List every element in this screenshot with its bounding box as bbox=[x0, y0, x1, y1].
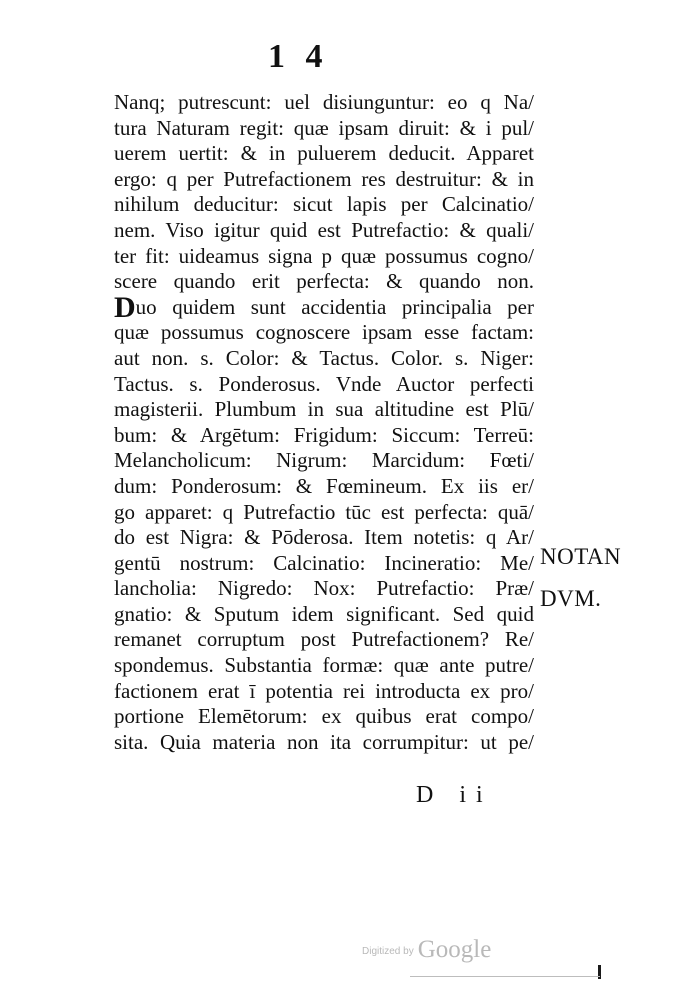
text-line: lancholia: Nigredo: Nox: Putrefactio: Præ/ bbox=[114, 576, 534, 601]
margin-note-line: NOTAN bbox=[540, 544, 622, 569]
text-line: Tactus. s. Ponderosus. Vnde Auctor perfecti bbox=[114, 371, 534, 396]
text-line: tura Naturam regit: quæ ipsam diruit: & i pul/ bbox=[114, 115, 534, 140]
text-line: factionem erat ī potentia rei introducta ex pro/ bbox=[114, 678, 534, 703]
text-line: portione Elemētorum: ex quibus erat compo/ bbox=[114, 704, 534, 729]
margin-note-line: DVM. bbox=[540, 586, 602, 611]
initial-letter: D bbox=[114, 290, 136, 324]
text-line: bum: & Argētum: Frigidum: Siccum: Terreū: bbox=[114, 422, 534, 447]
text-line: go apparet: q Putrefactio tūc est perfecta: quā/ bbox=[114, 499, 534, 524]
initial-line-text: uo quidem sunt accidentia principalia per bbox=[135, 294, 534, 319]
text-line: ter fit: uideamus signa p quæ possumus cogno/ bbox=[114, 243, 534, 268]
watermark-logo: Google bbox=[417, 936, 492, 963]
text-line: Melancholicum: Nigrum: Marcidum: Fœti/ bbox=[114, 448, 534, 473]
body-text bbox=[114, 90, 534, 755]
text-line: ergo: q per Putrefactionem res destruitur: & in bbox=[114, 166, 534, 191]
text-line: quæ possumus cognoscere ipsam esse factam: bbox=[114, 320, 534, 345]
text-line: nem. Viso igitur quid est Putrefactio: & quali/ bbox=[114, 217, 534, 242]
text-line: sita. Quia materia non ita corrumpitur: ut pe/ bbox=[114, 729, 534, 754]
ink-speck bbox=[410, 976, 600, 977]
page-number: 1 4 bbox=[268, 38, 329, 75]
text-line: uerem uertit: & in puluerem deducit. Apparet bbox=[114, 141, 534, 166]
text-line: do est Nigra: & Pōderosa. Item notetis: q Ar/ bbox=[114, 525, 534, 550]
digitization-watermark bbox=[362, 936, 491, 964]
text-line: nihilum deducitur: sicut lapis per Calcinatio/ bbox=[114, 192, 534, 217]
text-line: aut non. s. Color: & Tactus. Color. s. Niger: bbox=[114, 345, 534, 370]
text-line: scere quando erit perfecta: & quando non. bbox=[114, 269, 534, 294]
watermark-prefix: Digitized by bbox=[362, 946, 414, 957]
margin-note bbox=[540, 536, 621, 620]
text-line: magisterii. Plumbum in sua altitudine est Plū/ bbox=[114, 397, 534, 422]
text-line: spondemus. Substantia formæ: quæ ante putre/ bbox=[114, 653, 534, 678]
text-line: remanet corruptum post Putrefactionem? Re/ bbox=[114, 627, 534, 652]
text-line: gnatio: & Sputum idem significant. Sed quid bbox=[114, 601, 534, 626]
signature-mark: D ii bbox=[416, 782, 493, 808]
paragraph-first-line bbox=[114, 290, 534, 324]
text-line: gentū nostrum: Calcinatio: Incineratio: Me/ bbox=[114, 550, 534, 575]
text-line: dum: Ponderosum: & Fœmineum. Ex iis er/ bbox=[114, 473, 534, 498]
text-line: Nanq; putrescunt: uel disiunguntur: eo q Na/ bbox=[114, 90, 534, 114]
